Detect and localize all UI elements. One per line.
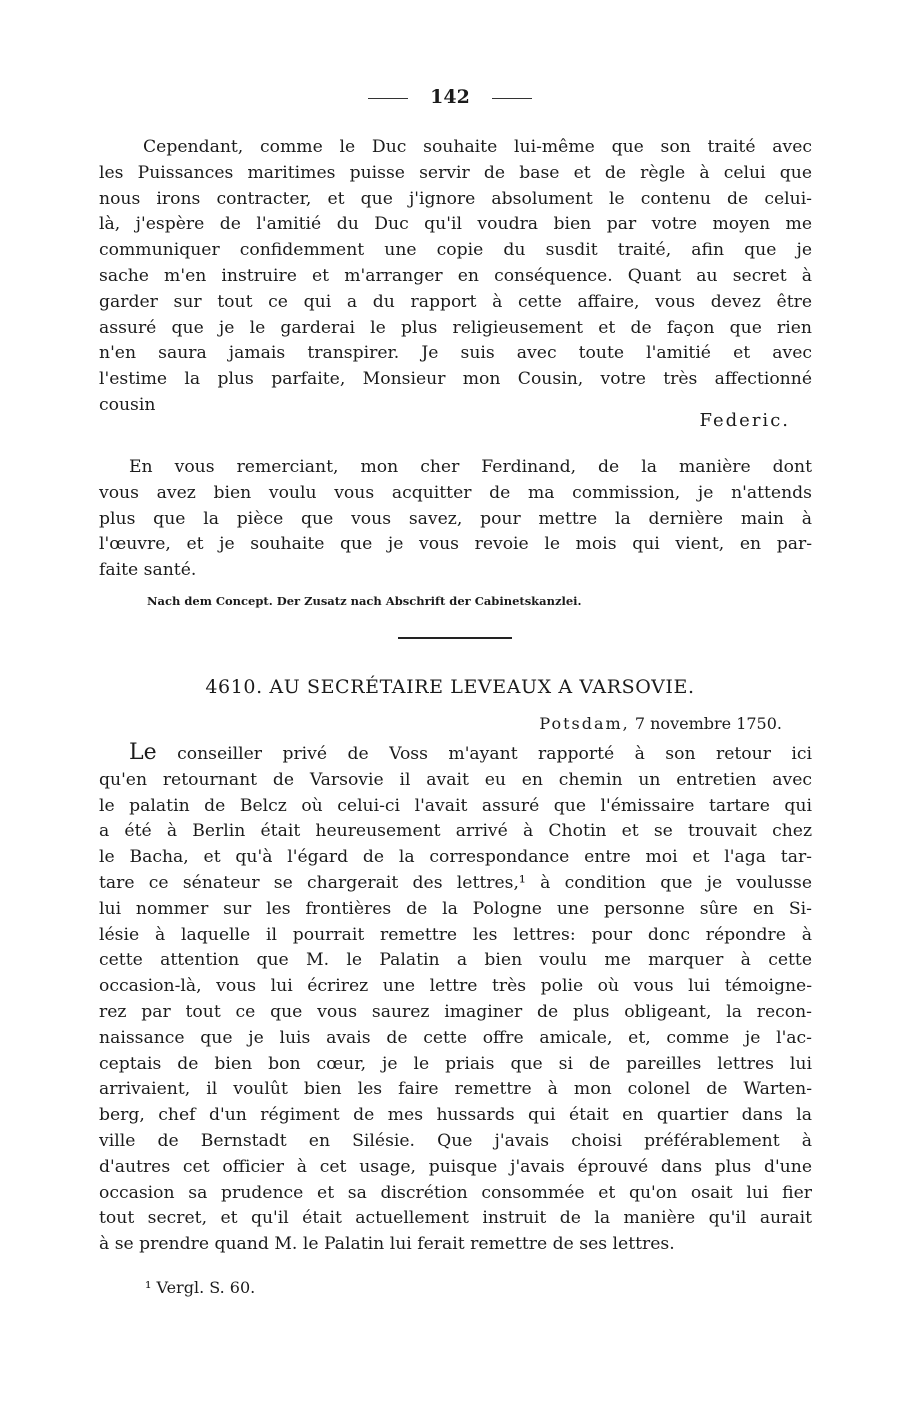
text-line: Cependant, comme le Duc souhaite lui-même que son traité avec	[143, 137, 812, 157]
text-line: là, j'espère de l'amitié du Duc qu'il voudra bien par votre moyen me	[99, 214, 812, 235]
text-line: occasion-là, vous lui écrirez une lettre très polie où vous lui témoigne-	[99, 976, 812, 997]
text-line: nous irons contracter, et que j'ignore absolument le contenu de celui-	[99, 188, 812, 209]
text-line: assuré que je le garderai le plus religieusement et de façon que rien	[99, 317, 812, 338]
text-line: ceptais de bien bon cœur, je le priais que si de pareilles lettres lui	[99, 1053, 812, 1074]
text-line: a été à Berlin était heureusement arrivé à Chotin et se trouvait chez	[99, 821, 812, 842]
source-note: Nach dem Concept. Der Zusatz nach Abschrift der Cabinetskanzlei.	[147, 594, 582, 608]
text-line: cette attention que M. le Palatin a bien voulu me marquer à cette	[99, 950, 812, 971]
text-line: ville de Bernstadt en Silésie. Que j'avais choisi préférablement à	[99, 1130, 812, 1151]
text-line: occasion sa prudence et sa discrétion consommée et qu'on osait lui fier	[99, 1182, 812, 1203]
text-line: tout secret, et qu'il était actuellement instruit de la manière qu'il aurait	[99, 1208, 812, 1229]
date: 7 novembre 1750.	[634, 714, 782, 733]
text-line: faite santé.	[99, 560, 197, 581]
text-line: tare ce sénateur se chargerait des lettres,¹ à condition que je voulusse	[99, 872, 812, 893]
text-line: d'autres cet officier à cet usage, puisque j'avais éprouvé dans plus d'une	[99, 1156, 812, 1177]
text-line: cousin	[99, 394, 156, 415]
header-rule-left	[368, 98, 408, 99]
header-rule-right	[492, 98, 532, 99]
text-line: lésie à laquelle il pourrait remettre les lettres: pour donc répondre à	[99, 924, 812, 945]
text-line: communiquer confidemment une copie du susdit traité, afin que je	[99, 240, 812, 261]
signature: Federic.	[699, 410, 790, 431]
text-line: vous avez bien voulu vous acquitter de ma commission, je n'attends	[99, 482, 812, 503]
text-line: rez par tout ce que vous saurez imaginer de plus obligeant, la recon-	[99, 1001, 812, 1022]
letter-body	[99, 740, 812, 1258]
text-line: sache m'en instruire et m'arranger en conséquence. Quant au secret à	[99, 265, 812, 286]
text-line: En vous remerciant, mon cher Ferdinand, de la manière dont	[129, 457, 812, 477]
text-line: naissance que je luis avais de cette offre amicale, et, comme je l'ac-	[99, 1027, 812, 1048]
text-line: les Puissances maritimes puisse servir de base et de règle à celui que	[99, 162, 812, 183]
text-line: plus que la pièce que vous savez, pour mettre la dernière main à	[99, 508, 812, 529]
letter-heading: 4610. AU SECRÉTAIRE LEVEAUX A VARSOVIE.	[205, 676, 695, 698]
dateline	[539, 714, 782, 733]
text-line: l'œuvre, et je souhaite que je vous revoie le mois qui vient, en par-	[99, 534, 812, 555]
text-line: l'estime la plus parfaite, Monsieur mon Cousin, votre très affectionné	[99, 369, 812, 390]
first-line-text: conseiller privé de Voss m'ayant rapporté à son retour ici	[156, 744, 812, 764]
footnote: ¹ Vergl. S. 60.	[145, 1278, 256, 1297]
text-line: le palatin de Belcz où celui-ci l'avait assuré que l'émissaire tartare qui	[99, 795, 812, 816]
text-line: arrivaient, il voulût bien les faire remettre à mon colonel de Warten-	[99, 1079, 812, 1100]
text-line: le Bacha, et qu'à l'égard de la correspondance entre moi et l'aga tar-	[99, 847, 812, 868]
text-line: qu'en retournant de Varsovie il avait eu en chemin un entretien avec	[99, 769, 812, 790]
text-line: à se prendre quand M. le Palatin lui ferait remettre de ses lettres.	[99, 1234, 675, 1255]
section-divider	[398, 637, 512, 639]
text-line: n'en saura jamais transpirer. Je suis avec toute l'amitié et avec	[99, 343, 812, 364]
page-header	[0, 86, 900, 108]
postscript	[99, 455, 812, 584]
text-line	[99, 740, 812, 768]
letter-body	[99, 135, 812, 419]
place: Potsdam,	[539, 714, 630, 733]
text-line: lui nommer sur les frontières de la Pologne une personne sûre en Si-	[99, 898, 812, 919]
text-line: garder sur tout ce qui a du rapport à cette affaire, vous devez être	[99, 291, 812, 312]
text-line: berg, chef d'un régiment de mes hussards qui était en quartier dans la	[99, 1105, 812, 1126]
drop-cap: Le	[129, 740, 157, 765]
page-number: 142	[430, 86, 470, 108]
